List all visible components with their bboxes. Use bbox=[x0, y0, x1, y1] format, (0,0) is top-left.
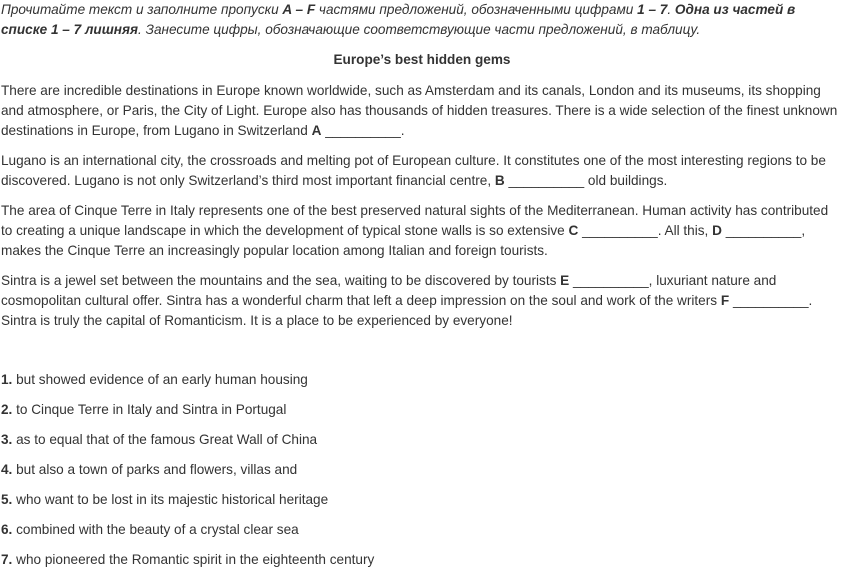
paragraph-1 bbox=[1, 81, 843, 141]
paragraph-text: The area of Cinque Terre in Italy represents one of the best preserved natural sights of the Mediterranean. Human activity has contributed to creating a unique landscape in which the development of typical stone walls is so extensive bbox=[1, 203, 829, 238]
instruction-options-range: 1 – 7 bbox=[637, 2, 668, 17]
options-list bbox=[1, 370, 843, 570]
gap-blank-a[interactable]: __________ bbox=[325, 123, 401, 138]
paragraph-text: old buildings. bbox=[584, 173, 668, 188]
option-number: 2. bbox=[1, 402, 13, 417]
instruction-extra-note: Одна из частей в списке 1 – 7 лишняя bbox=[1, 2, 796, 37]
paragraph-text: Lugano is an international city, the crossroads and melting pot of European culture. It constitutes one of the most interesting regions to be discovered. Lugano is not only Switzerland’s third most important financial centre, bbox=[1, 153, 826, 188]
paragraph-3 bbox=[1, 201, 843, 261]
gap-label-a: A bbox=[311, 123, 322, 138]
gap-label-d: D bbox=[712, 223, 722, 238]
gap-label-b: B bbox=[494, 173, 505, 188]
gap-blank-f[interactable]: __________ bbox=[732, 293, 809, 308]
gap-blank-d[interactable]: __________ bbox=[725, 223, 802, 238]
option-text: to Cinque Terre in Italy and Sintra in Portugal bbox=[12, 402, 287, 417]
text-title: Europe’s best hidden gems bbox=[333, 52, 511, 67]
option-text: but also a town of parks and flowers, villas and bbox=[12, 462, 298, 477]
gap-label-f: F bbox=[720, 293, 730, 308]
instruction-gaps-range: A – F bbox=[282, 2, 316, 17]
option-text: as to equal that of the famous Great Wall of China bbox=[12, 432, 318, 447]
paragraph-text: . bbox=[400, 123, 405, 138]
option-number: 5. bbox=[1, 492, 13, 507]
option-number: 3. bbox=[1, 432, 13, 447]
instruction-text: Прочитайте текст и заполните пропуски bbox=[1, 2, 283, 17]
option-item-1 bbox=[1, 370, 843, 390]
option-number: 7. bbox=[1, 552, 13, 567]
paragraph-text: There are incredible destinations in Europe known worldwide, such as Amsterdam and its canals, London and its museums, its shopping and atmosphere, or Paris, the City of Light. Europe also has thousands of hidden treasures. There is a wide selection of the finest unknown destinations in Europe, from Lugano in Switzerland bbox=[1, 83, 838, 138]
option-text: who want to be lost in its majestic historical heritage bbox=[12, 492, 329, 507]
option-number: 4. bbox=[1, 462, 13, 477]
option-item-7 bbox=[1, 550, 843, 570]
gap-label-c: C bbox=[568, 223, 579, 238]
paragraph-text: . Sintra is truly the capital of Romanticism. It is a place to be experienced by everyone! bbox=[1, 293, 813, 328]
instruction-text: . bbox=[667, 2, 675, 17]
option-item-2 bbox=[1, 400, 843, 420]
paragraph-text: Sintra is a jewel set between the mountains and the sea, waiting to be discovered by tourists bbox=[1, 273, 561, 288]
paragraph-text: , luxuriant nature and cosmopolitan cultural offer. Sintra has a wonderful charm that left a deep impression on the soul and work of the writers bbox=[1, 273, 777, 308]
option-text: who pioneered the Romantic spirit in the eighteenth century bbox=[12, 552, 375, 567]
option-text: but showed evidence of an early human housing bbox=[12, 372, 308, 387]
gap-blank-b[interactable]: __________ bbox=[508, 173, 585, 188]
gap-label-e: E bbox=[560, 273, 570, 288]
option-item-3 bbox=[1, 430, 843, 450]
instruction-text: . Занесите цифры, обозначающие соответствующие части предложений, в таблицу. bbox=[138, 22, 701, 37]
paragraph-text: . All this, bbox=[657, 223, 713, 238]
gap-blank-e[interactable]: __________ bbox=[573, 273, 649, 288]
option-item-6 bbox=[1, 520, 843, 540]
option-text: combined with the beauty of a crystal clear sea bbox=[12, 522, 299, 537]
task-instruction bbox=[1, 0, 843, 40]
paragraph-4 bbox=[1, 271, 843, 331]
paragraph-2 bbox=[1, 151, 843, 191]
option-number: 1. bbox=[1, 372, 13, 387]
option-item-5 bbox=[1, 490, 843, 510]
option-number: 6. bbox=[1, 522, 13, 537]
exercise-page bbox=[1, 0, 843, 580]
gap-blank-c[interactable]: __________ bbox=[582, 223, 658, 238]
option-item-4 bbox=[1, 460, 843, 480]
instruction-text: частями предложений, обозначенными цифрами bbox=[315, 2, 638, 17]
paragraph-text: , makes the Cinque Terre an increasingly popular location among Italian and foreign tourists. bbox=[1, 223, 806, 258]
